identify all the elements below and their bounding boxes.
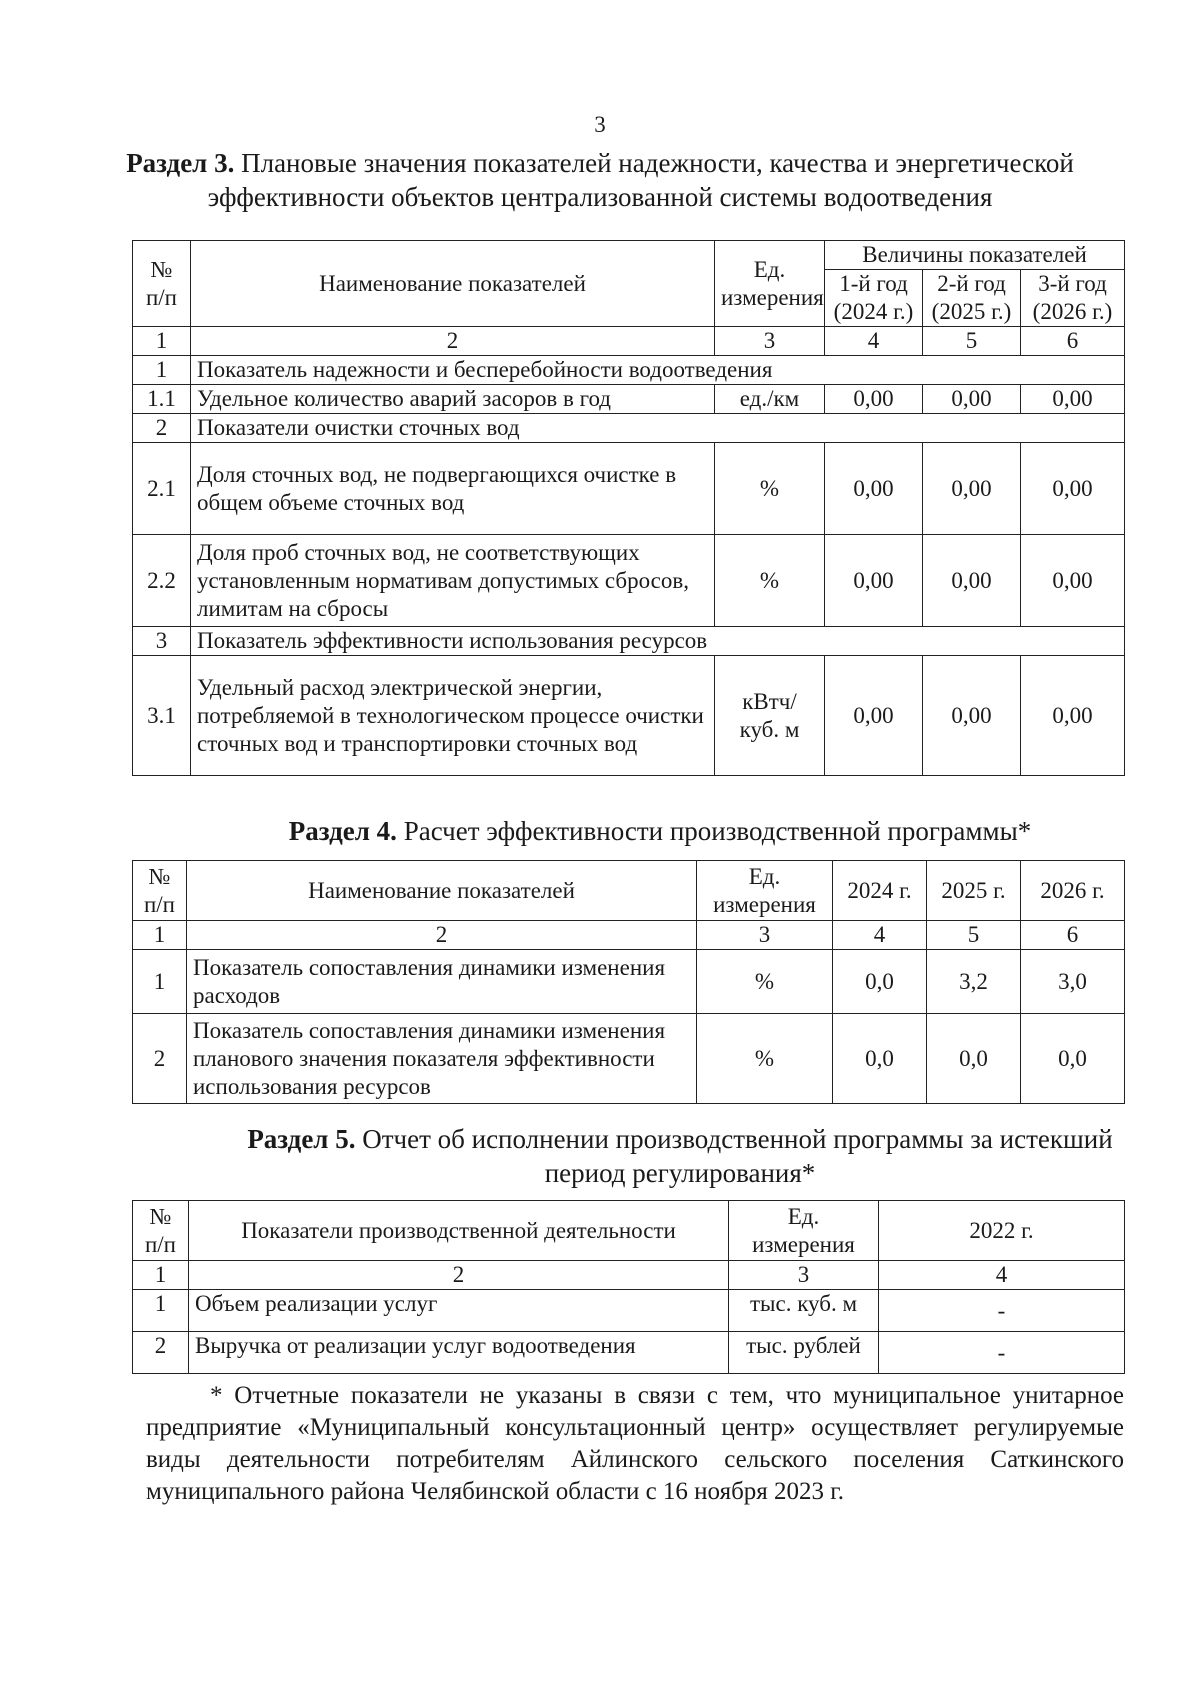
s5-col-number: 3 — [729, 1261, 879, 1290]
row-value: 0,00 — [923, 535, 1021, 627]
row-unit: ед./км — [715, 385, 825, 414]
s3-header-unit: Ед. измерения — [715, 241, 825, 327]
row-unit: % — [697, 950, 833, 1014]
s4-col-number: 3 — [697, 921, 833, 950]
table-row — [133, 950, 1125, 1014]
row-num: 2 — [133, 1332, 189, 1374]
s3-col-number: 3 — [715, 327, 825, 356]
table-row — [133, 1014, 1125, 1104]
row-num: 2.2 — [133, 535, 191, 627]
section3-title — [0, 146, 1200, 214]
section3-title-bold: Раздел 3. — [126, 148, 235, 178]
section4-table — [132, 860, 1125, 1104]
section5-title — [80, 1122, 1200, 1190]
row-value: 0,0 — [833, 950, 927, 1014]
row-value: - — [879, 1290, 1125, 1332]
row-value: 0,00 — [1021, 535, 1125, 627]
row-name: Удельное количество аварий засоров в год — [191, 385, 715, 414]
row-group-name: Показатель эффективности использования ресурсов — [191, 627, 1125, 656]
row-value: 3,2 — [927, 950, 1021, 1014]
row-value: 0,00 — [923, 385, 1021, 414]
s4-col-number: 4 — [833, 921, 927, 950]
s5-col-number: 1 — [133, 1261, 189, 1290]
row-name: Показатель сопоставления динамики изменения расходов — [187, 950, 697, 1014]
s3-header-num: № п/п — [133, 241, 191, 327]
table-row — [133, 627, 1125, 656]
row-num: 2 — [133, 1014, 187, 1104]
row-value: 0,00 — [923, 443, 1021, 535]
footnote — [146, 1380, 1124, 1508]
s4-col-number: 5 — [927, 921, 1021, 950]
row-group-name: Показатели очистки сточных вод — [191, 414, 1125, 443]
s4-col-numbers-row — [133, 921, 1125, 950]
s3-header-name: Наименование показателей — [191, 241, 715, 327]
table-row — [133, 414, 1125, 443]
section5-title-line1: Отчет об исполнении производственной программы за истекший — [362, 1124, 1113, 1154]
section3-title-line2: эффективности объектов централизованной системы водоотведения — [207, 182, 993, 212]
s5-header-num: № п/п — [133, 1201, 189, 1261]
s3-col-number: 1 — [133, 327, 191, 356]
s3-col-number: 5 — [923, 327, 1021, 356]
row-unit: % — [715, 535, 825, 627]
section5-table — [132, 1200, 1125, 1374]
table-row — [133, 1290, 1125, 1332]
table-row — [133, 656, 1125, 776]
table-row — [133, 385, 1125, 414]
footnote-text: * Отчетные показатели не указаны в связи с тем, что муниципальное унитарное предприятие «Муниципальный консультационный центр» осуществляет регулируемые виды деятельности потребителям Айлинского сельского поселения Саткинского муниципального района Челябинской области с 16 ноября 2023 г. — [146, 1382, 1124, 1505]
s4-col-number: 2 — [187, 921, 697, 950]
s4-header-unit: Ед. измерения — [697, 861, 833, 921]
s3-col-number: 2 — [191, 327, 715, 356]
row-num: 2 — [133, 414, 191, 443]
s3-col-numbers-row — [133, 327, 1125, 356]
s5-header-name: Показатели производственной деятельности — [189, 1201, 729, 1261]
s3-header-values-group: Величины показателей — [825, 241, 1125, 270]
section4-title — [60, 814, 1200, 848]
row-value: 0,00 — [825, 385, 923, 414]
row-value: 0,00 — [825, 535, 923, 627]
section5-title-bold: Раздел 5. — [247, 1124, 356, 1154]
section4-title-rest: Расчет эффективности производственной программы* — [403, 816, 1032, 846]
s5-col-numbers-row — [133, 1261, 1125, 1290]
row-name: Доля сточных вод, не подвергающихся очистке в общем объеме сточных вод — [191, 443, 715, 535]
section3-title-line1: Плановые значения показателей надежности, качества и энергетической — [241, 148, 1074, 178]
s5-col-number: 4 — [879, 1261, 1125, 1290]
s4-header-name: Наименование показателей — [187, 861, 697, 921]
row-num: 3 — [133, 627, 191, 656]
row-value: 0,00 — [825, 656, 923, 776]
s5-header-year: 2022 г. — [879, 1201, 1125, 1261]
section4-title-bold: Раздел 4. — [288, 816, 397, 846]
table-row — [133, 443, 1125, 535]
row-num: 1.1 — [133, 385, 191, 414]
s4-col-number: 6 — [1021, 921, 1125, 950]
table-row — [133, 535, 1125, 627]
s5-header-unit: Ед. измерения — [729, 1201, 879, 1261]
section5-title-line2: период регулирования* — [544, 1158, 816, 1188]
row-num: 1 — [133, 1290, 189, 1332]
row-unit: % — [697, 1014, 833, 1104]
row-value: 0,00 — [825, 443, 923, 535]
row-unit: тыс. куб. м — [729, 1290, 879, 1332]
s3-header-year2: 2-й год (2025 г.) — [923, 270, 1021, 327]
row-value: 0,00 — [923, 656, 1021, 776]
s3-header-year3: 3-й год (2026 г.) — [1021, 270, 1125, 327]
row-num: 1 — [133, 950, 187, 1014]
table-row — [133, 1332, 1125, 1374]
s3-col-number: 6 — [1021, 327, 1125, 356]
table-row — [133, 356, 1125, 385]
row-group-name: Показатель надежности и бесперебойности водоотведения — [191, 356, 1125, 385]
row-name: Показатель сопоставления динамики изменения планового значения показателя эффективности использования ресурсов — [187, 1014, 697, 1104]
row-name: Доля проб сточных вод, не соответствующих установленным нормативам допустимых сбросов, лимитам на сбросы — [191, 535, 715, 627]
row-num: 3.1 — [133, 656, 191, 776]
row-value: 0,00 — [1021, 656, 1125, 776]
row-value: 0,00 — [1021, 443, 1125, 535]
s3-header-year1: 1-й год (2024 г.) — [825, 270, 923, 327]
section3-table — [132, 240, 1125, 776]
s4-header-num: № п/п — [133, 861, 187, 921]
s4-header-y1: 2024 г. — [833, 861, 927, 921]
row-unit: кВтч/ куб. м — [715, 656, 825, 776]
row-value: - — [879, 1332, 1125, 1374]
row-name: Удельный расход электрической энергии, потребляемой в технологическом процессе очистки сточных вод и транспортировки сточных вод — [191, 656, 715, 776]
s5-col-number: 2 — [189, 1261, 729, 1290]
row-name: Объем реализации услуг — [189, 1290, 729, 1332]
row-value: 3,0 — [1021, 950, 1125, 1014]
row-name: Выручка от реализации услуг водоотведения — [189, 1332, 729, 1374]
s4-col-number: 1 — [133, 921, 187, 950]
page-number: 3 — [594, 112, 606, 137]
row-value: 0,0 — [927, 1014, 1021, 1104]
row-unit: % — [715, 443, 825, 535]
s3-col-number: 4 — [825, 327, 923, 356]
row-value: 0,0 — [833, 1014, 927, 1104]
row-unit: тыс. рублей — [729, 1332, 879, 1374]
row-value: 0,00 — [1021, 385, 1125, 414]
s4-header-y2: 2025 г. — [927, 861, 1021, 921]
row-value: 0,0 — [1021, 1014, 1125, 1104]
row-num: 2.1 — [133, 443, 191, 535]
s4-header-y3: 2026 г. — [1021, 861, 1125, 921]
row-num: 1 — [133, 356, 191, 385]
